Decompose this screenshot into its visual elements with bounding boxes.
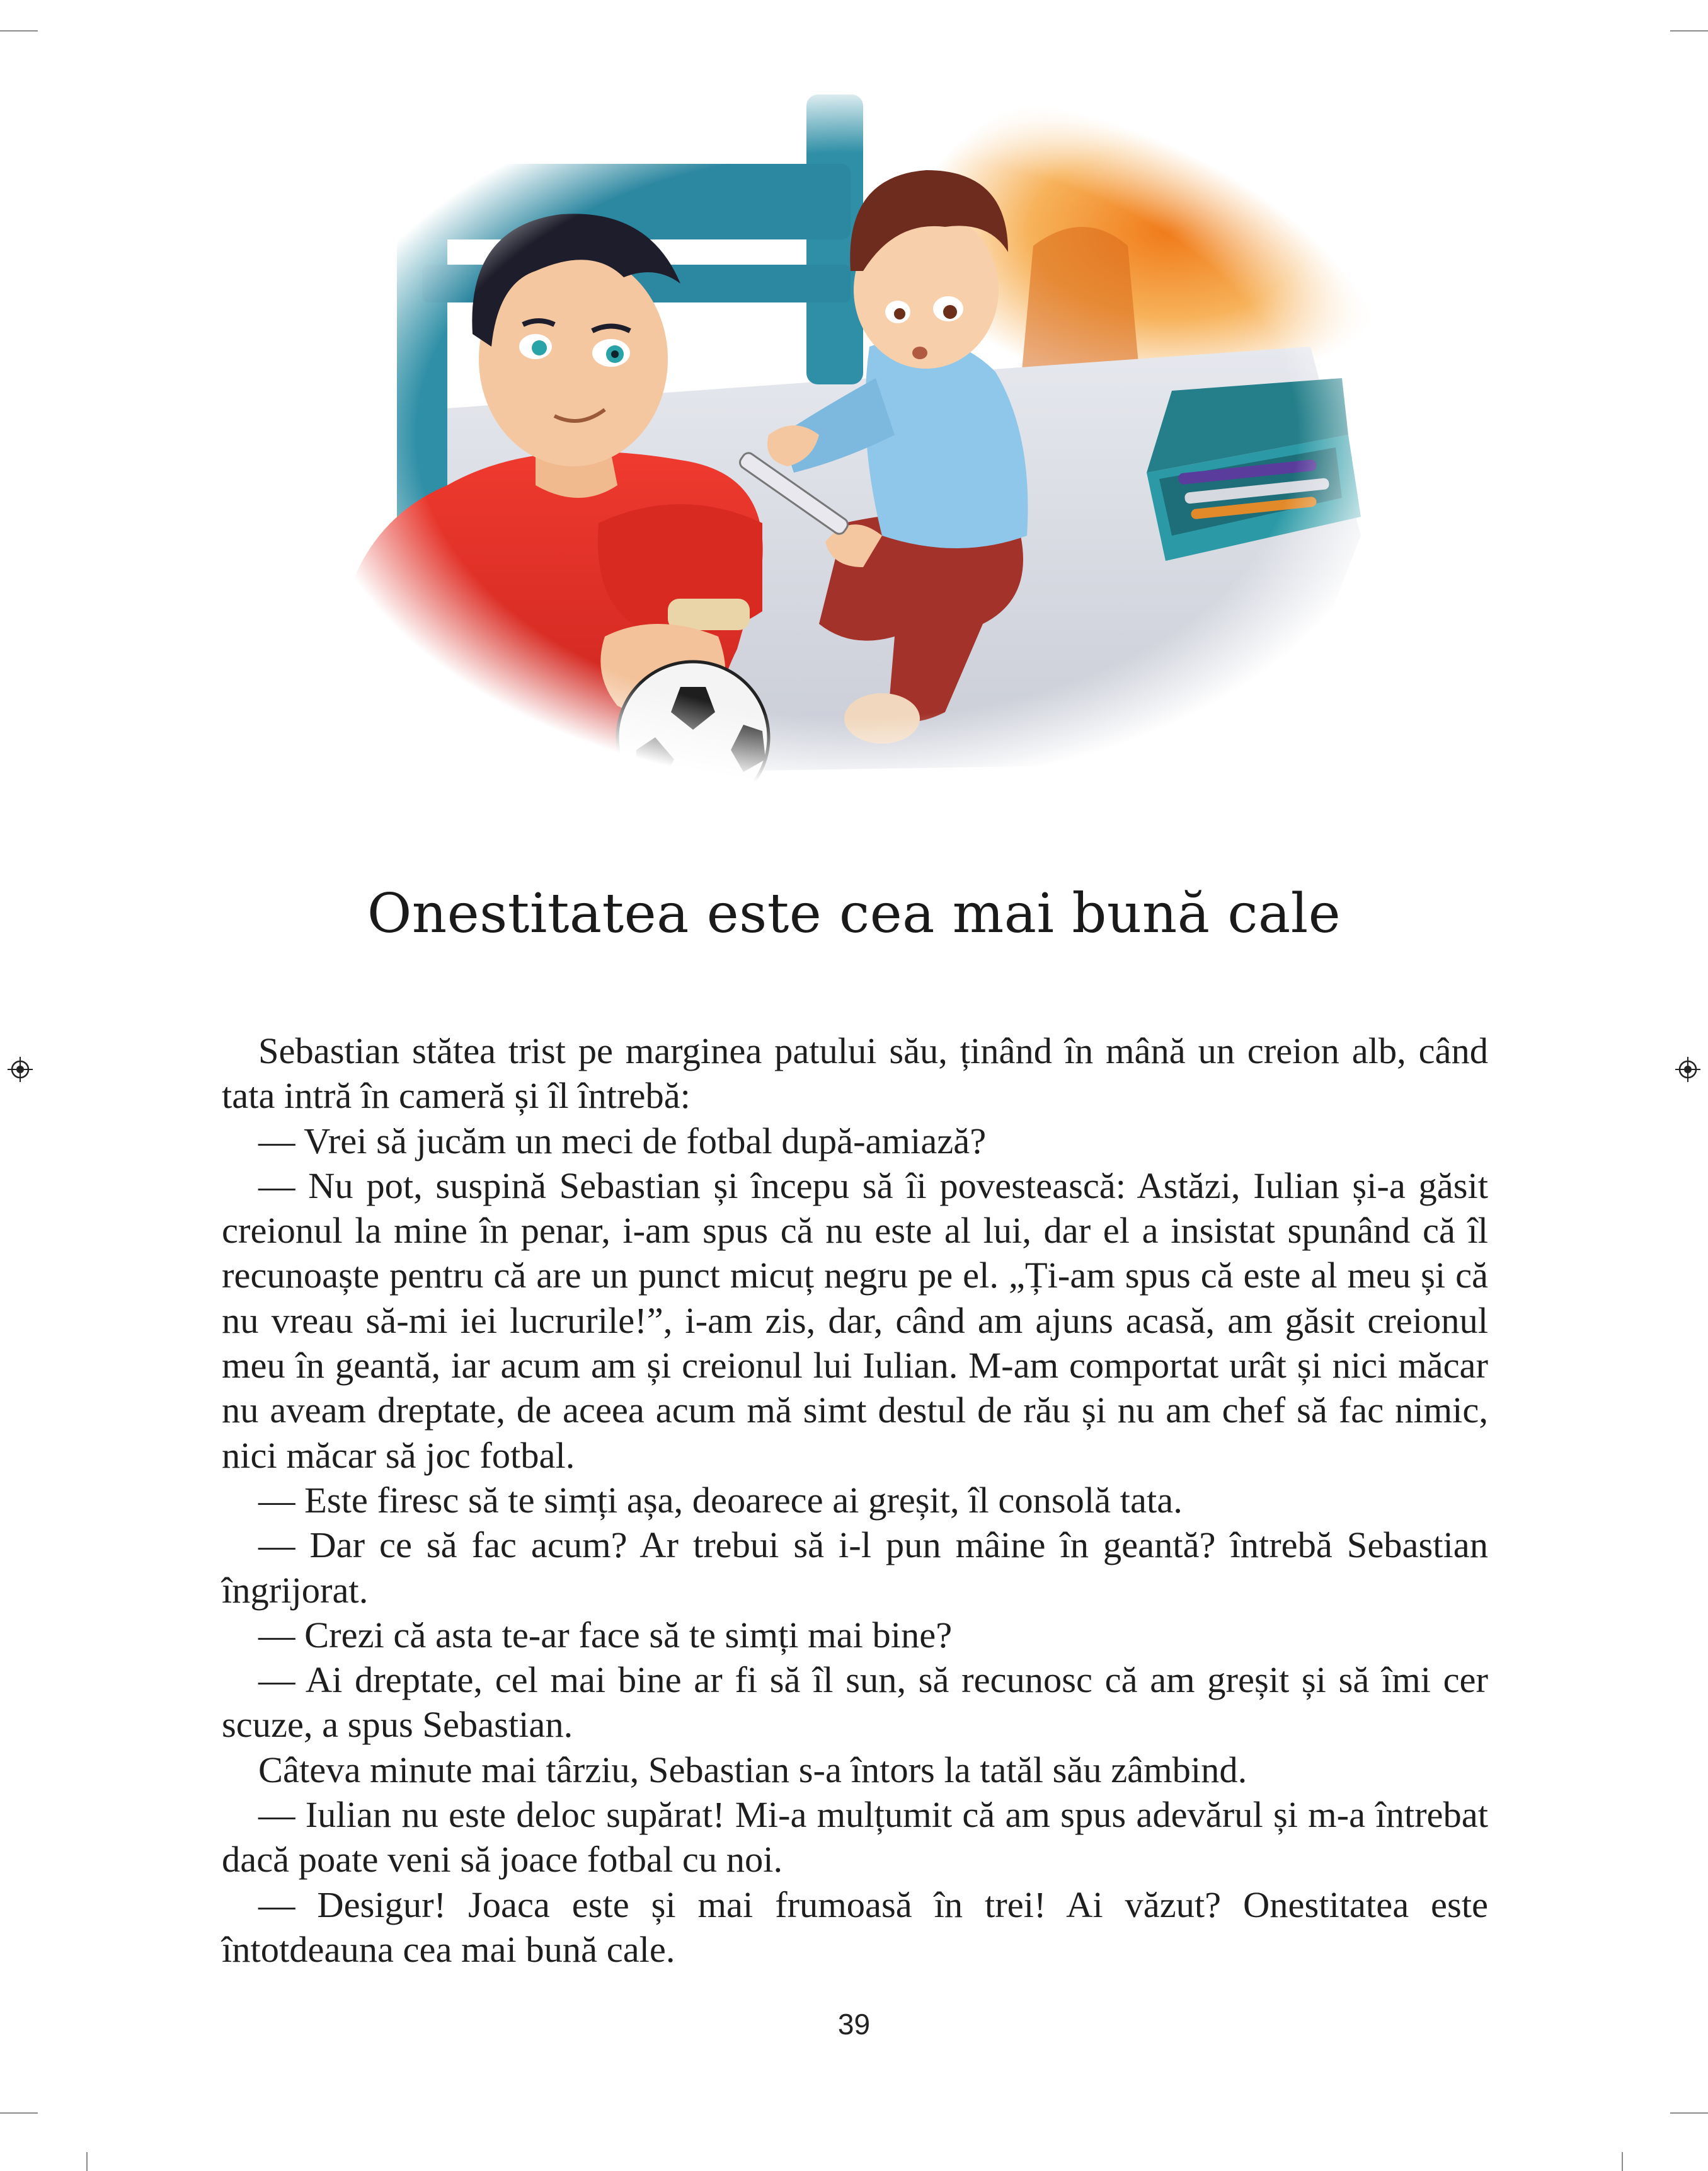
story-text xyxy=(222,1028,1488,1972)
crop-mark-bottom-left-vertical xyxy=(86,2152,88,2171)
crop-mark-bottom-right-vertical xyxy=(1622,2152,1623,2171)
story-paragraph: — Ai dreptate, cel mai bine ar fi să îl sun, să recunosc că am greșit și să îmi cer scuze, a spus Sebastian. xyxy=(222,1659,1488,1746)
crop-mark-bottom-left xyxy=(0,2112,38,2114)
story-paragraph: Sebastian stătea trist pe marginea patului său, ținând în mână un creion alb, când tata intră în cameră și îl întrebă: xyxy=(222,1030,1488,1117)
story-paragraph: — Vrei să jucăm un meci de fotbal după-amiază? xyxy=(258,1120,987,1161)
story-paragraph: — Nu pot, suspină Sebastian și începu să îi povestească: Astăzi, Iulian și-a găsit creionul la mine în penar, i-am spus că nu este al lui, dar el a insistat spunând că îl recunoaște pentru că are un punct micuț negru pe el. „Ți-am spus că este al meu și că nu vreau să-mi iei lucrurile!”, i-am zis, dar, când am ajuns acasă, am găsit creionul meu în geantă, iar acum am și creionul lui Iulian. M-am comportat urât și nici măcar nu aveam dreptate, de aceea acum mă simt destul de rău și nu am chef să fac nimic, nici măcar să joc fotbal. xyxy=(222,1165,1488,1476)
story-paragraph: — Crezi că asta te-ar face să te simți mai bine? xyxy=(258,1614,953,1656)
story-paragraph: — Iulian nu este deloc supărat! Mi-a mulțumit că am spus adevărul și m-a întrebat dacă poate veni să joace fotbal cu noi. xyxy=(222,1794,1488,1880)
crop-mark-bottom-right xyxy=(1670,2112,1708,2114)
registration-mark-right-icon xyxy=(1675,1057,1700,1082)
story-paragraph: — Dar ce să fac acum? Ar trebui să i-l pun mâine în geantă? întrebă Sebastian îngrijorat. xyxy=(222,1524,1488,1611)
page-number: 39 xyxy=(837,2008,871,2041)
crop-mark-top-right xyxy=(1670,30,1708,32)
story-title: Onestitatea este cea mai bună cale xyxy=(367,882,1341,945)
story-paragraph: — Este firesc să te simți așa, deoarece ai greșit, îl consolă tata. xyxy=(258,1479,1183,1521)
registration-mark-left-icon xyxy=(8,1057,33,1082)
crop-mark-top-left xyxy=(0,30,38,32)
story-paragraph: Câteva minute mai târziu, Sebastian s-a întors la tatăl său zâmbind. xyxy=(258,1749,1247,1790)
story-illustration xyxy=(328,82,1386,788)
story-paragraph: — Desigur! Joaca este și mai frumoasă în trei! Ai văzut? Onestitatea este întotdeauna cea mai bună cale. xyxy=(222,1884,1488,1970)
